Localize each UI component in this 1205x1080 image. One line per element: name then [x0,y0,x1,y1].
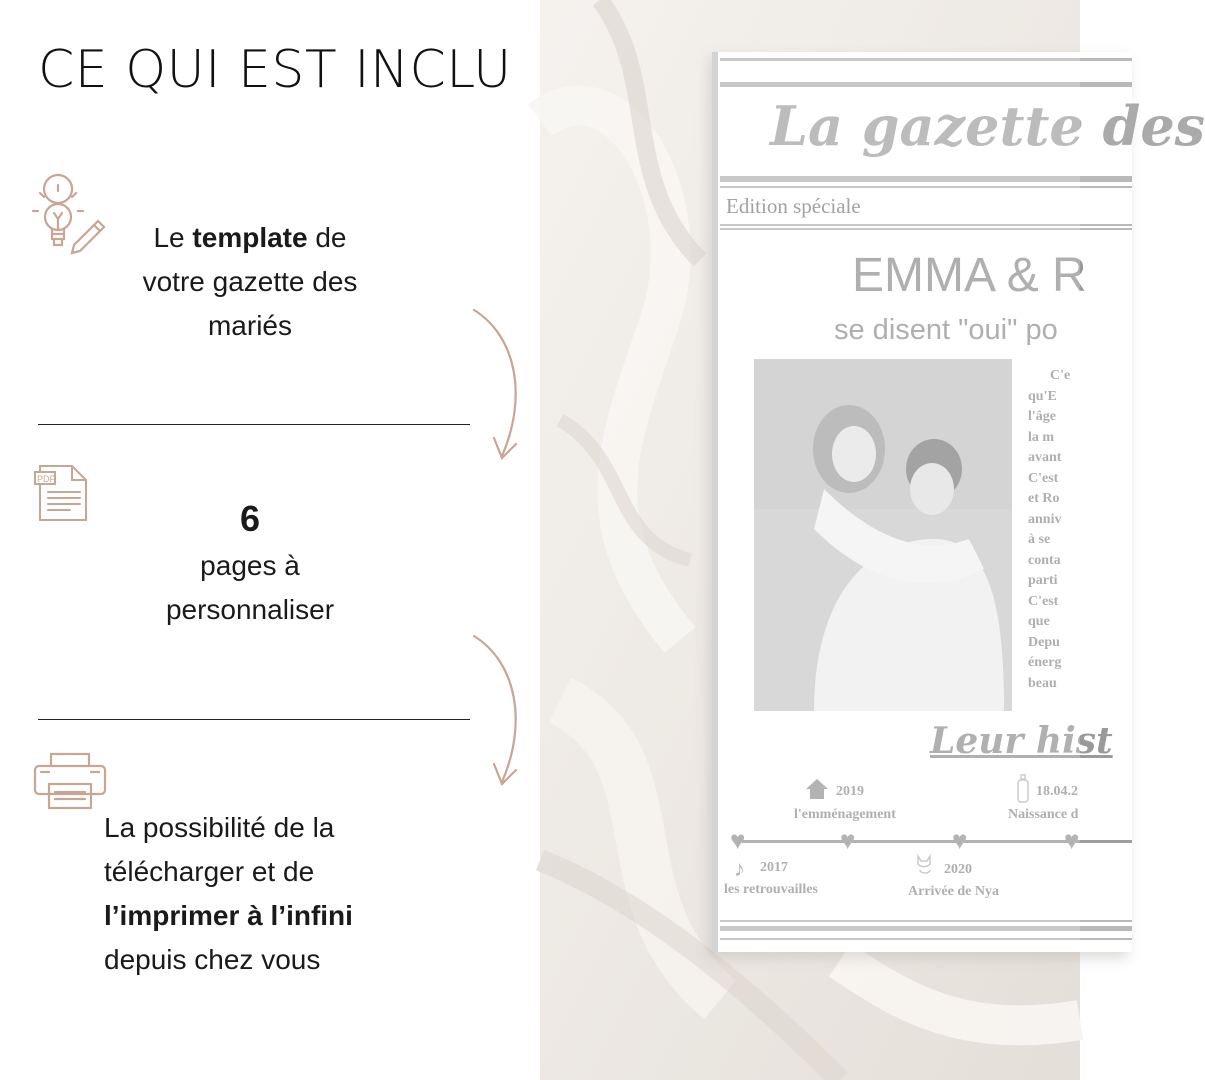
article-line: qu'E [1028,388,1057,404]
print-text-line2: télécharger et de [104,856,315,887]
article-line: C'e [1050,368,1071,383]
gazette-subtitle: se disent "oui" po [834,314,1058,346]
divider [38,424,470,425]
info-panel [0,0,540,1080]
timeline-label: Arrivée de Nya [908,884,999,899]
article-line: que [1028,614,1050,629]
article-line: Depu [1028,634,1060,650]
article-line: avant [1028,450,1062,465]
printer-icon [33,752,107,815]
template-text-line3: mariés [207,310,292,341]
heart-icon: ♥ [730,826,746,855]
article-line: anniv [1028,511,1062,527]
svg-text:PDF: PDF [37,474,55,484]
article-line: conta [1028,552,1061,568]
pages-item [80,494,420,632]
template-text-line2: votre gazette des [142,266,358,297]
page-title: CE QUI EST INCLU [38,40,512,100]
article-line: et Ro [1028,491,1060,506]
curved-arrow-icon [466,306,536,466]
gazette-edition: Edition spéciale [726,194,861,218]
pages-count: 6 [239,498,261,539]
product-preview [540,0,1205,1080]
print-text-bold: l’imprimer à l’infini [104,900,353,931]
timeline-label: Naissance d [1008,807,1079,822]
timeline-label: les retrouvailles [724,882,818,897]
divider [38,719,470,720]
curved-arrow-icon [466,632,536,792]
template-text-post: de [307,222,347,253]
print-text-line4: depuis chez vous [104,944,321,975]
pages-text-line3: personnaliser [165,594,335,625]
timeline-year: 2020 [944,862,972,877]
gazette-title: La gazette des [770,94,1205,158]
template-text-pre: Le [153,222,193,253]
article-line: la m [1028,429,1055,445]
timeline-year: 18.04.2 [1036,784,1078,799]
print-text-line1: La possibilité de la [104,812,335,843]
story-title: Leur hist [930,720,1113,762]
article-line: C'est [1028,593,1059,609]
article-line: énerg [1028,655,1062,670]
article-line: beau [1028,675,1057,691]
heart-icon: ♥ [952,826,968,855]
article-line: C'est [1028,470,1059,486]
timeline-label: l'emménagement [794,807,896,822]
template-item [80,216,420,348]
article-line: parti [1028,573,1058,588]
article-line: l'âge [1028,409,1056,424]
timeline-year: 2019 [836,784,864,799]
pages-text-line2: pages à [200,550,300,581]
timeline-year: 2017 [760,860,788,875]
heart-icon: ♥ [840,826,856,855]
gazette-names: EMMA & R [852,249,1087,302]
music-note-icon: ♪ [734,856,745,881]
image-overlay [540,0,1080,1080]
article-line: à se [1028,532,1051,547]
template-text-bold: template [192,222,308,253]
heart-icon: ♥ [1064,826,1080,855]
print-item [104,806,524,982]
